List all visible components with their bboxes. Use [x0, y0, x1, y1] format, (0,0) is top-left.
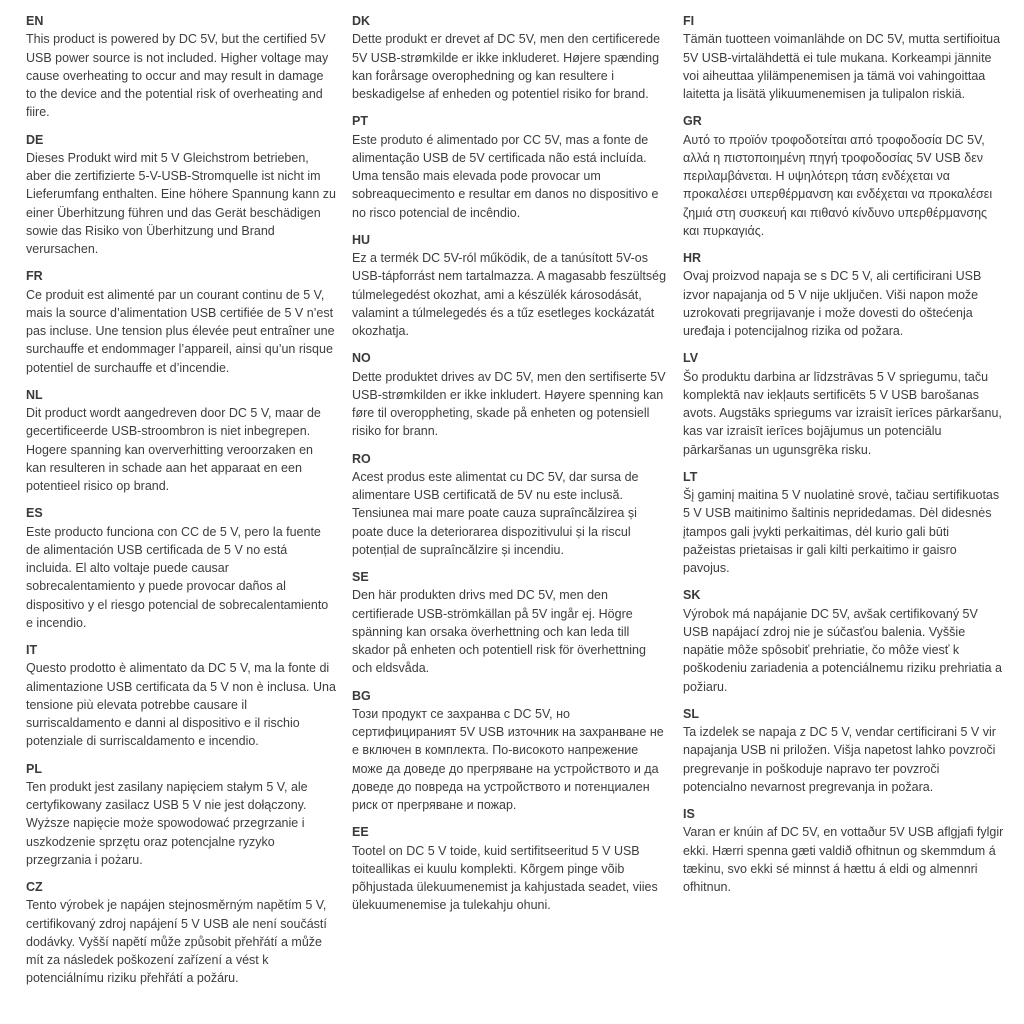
section-pt: [352, 112, 667, 222]
section-se: [352, 568, 667, 678]
language-code-ro: RO: [352, 451, 371, 466]
warning-text-ro: Acest produs este alimentat cu DC 5V, dar sursa de alimentare USB certificată de 5V nu este inclusă. Tensiunea mai mare poate cauza supraîncălzirea și poate duce la deteriorarea dispozitivului și la riscul potențial de supraîncălzire și incendiu.: [352, 469, 639, 557]
warning-text-fi: Tämän tuotteen voimanlähde on DC 5V, mutta sertifioitua 5V USB-virtalähdettä ei tule mukana. Korkeampi jännite voi aiheuttaa ylilämpenemisen ja tämä voi vahingoittaa laitetta ja lisätä ylikuumenemisen ja tulipalon riskiä.: [683, 32, 1001, 101]
warning-text-es: Este producto funciona con CC de 5 V, pero la fuente de alimentación USB certificada de 5 V no está incluida. El alto voltaje puede causar sobrecalentamiento y puede provocar daños al dispositivo y el riesgo potencial de sobrecalentamiento e incendio.: [26, 524, 329, 630]
language-code-is: IS: [683, 807, 695, 821]
language-code-nl: NL: [26, 387, 43, 402]
column-1: [26, 12, 352, 1024]
warning-text-pl: Ten produkt jest zasilany napięciem stałym 5 V, ale certyfikowany zasilacz USB 5 V nie jest dołączony. Wyższe napięcie może spowodować przegrzanie i uszkodzenie sprzętu oraz potencjalne ryzyko przegrzania i pożaru.: [26, 779, 308, 867]
section-cz: [26, 878, 336, 988]
section-fi: [683, 12, 1004, 103]
warning-text-ee: Tootel on DC 5 V toide, kuid sertifitseeritud 5 V USB toiteallikas ei kuulu komplekti. Kõrgem pinge võib põhjustada ülekuumenemist ja kahjustada seadet, viies ülekuumenemise ja tulekahju ohuni.: [352, 843, 658, 913]
section-lv: [683, 349, 1004, 459]
warning-text-cz: Tento výrobek je napájen stejnosměrným napětím 5 V, certifikovaný zdroj napájení 5 V USB ale není součástí dodávky. Vyšší napětí může způsobit přehřátí a může mít za následek poškození zařízení a vést k potenciálnímu riziku přehřátí a požáru.: [26, 898, 327, 986]
warning-text-de: Dieses Produkt wird mit 5 V Gleichstrom betrieben, aber die zertifizierte 5-V-USB-Stromquelle ist nicht im Lieferumfang enthalten. Eine höhere Spannung kann zu einer Überhitzung führen und das Gerät beschädigen sowie das Risiko von Überhitzung und Brand verursachen.: [26, 150, 336, 256]
warning-text-lt: Šį gaminį maitina 5 V nuolatinė srovė, tačiau sertifikuotas 5 V USB maitinimo šaltinis nepridedamas. Dėl didesnės įtampos gali įvykti perkaitimas, dėl kurio gali būti pažeistas prietaisas ir gali kilti perkaitimo ir gaisro pavojus.: [683, 488, 1000, 575]
section-ro: [352, 450, 667, 560]
language-code-it: IT: [26, 643, 38, 657]
warning-text-pt: Este produto é alimentado por CC 5V, mas a fonte de alimentação USB de 5V certificada não está incluída. Uma tensão mais elevada pode provocar um sobreaquecimento e resultar em danos no dispositivo e no risco potencial de incêndio.: [352, 132, 659, 220]
section-es: [26, 504, 336, 632]
language-code-dk: DK: [352, 14, 371, 28]
section-gr: [683, 112, 1004, 240]
section-is: [683, 805, 1004, 896]
language-code-ee: EE: [352, 825, 369, 840]
warning-text-hu: Ez a termék DC 5V-ról működik, de a tanúsított 5V-os USB-tápforrást nem tartalmazza. A magasabb feszültség túlmelegedést okozhat, ami a készülék károsodását, valamint a túlmelegedés és a tűz esetleges kockázatát okozhatja.: [352, 251, 667, 338]
section-sk: [683, 586, 1004, 696]
section-dk: [352, 12, 667, 103]
warning-text-gr: Αυτό το προϊόν τροφοδοτείται από τροφοδοσία DC 5V, αλλά η πιστοποιημένη πηγή τροφοδοσίας 5V USB δεν περιλαμβάνεται. Η υψηλότερη τάση ενδέχεται να προκαλέσει υπερθέρμανση και ενδέχεται να προκαλέσει ζημιά στη συσκευή και πιθανό κίνδυνο υπερθέρμανσης και πυρκαγιάς.: [683, 132, 993, 238]
section-ee: [352, 823, 667, 914]
warning-text-sl: Ta izdelek se napaja z DC 5 V, vendar certificirani 5 V vir napajanja USB ni priložen. Višja napetost lahko povzroči pregrevanje in poškoduje napravo ter povzroči potencialno nevarnost pregrevanja in požara.: [683, 725, 996, 794]
section-hu: [352, 231, 667, 341]
column-2: [352, 12, 683, 1024]
language-code-sl: SL: [683, 706, 699, 721]
language-code-de: DE: [26, 132, 44, 147]
column-3: [683, 12, 1020, 1024]
section-no: [352, 349, 667, 440]
warning-text-hr: Ovaj proizvod napaja se s DC 5 V, ali certificirani USB izvor napajanja od 5 V nije uključen. Viši napon može uzrokovati pregrijavanje i može dovesti do oštećenja uređaja i potencijalnog rizika od požara.: [683, 269, 982, 338]
language-code-pl: PL: [26, 761, 42, 776]
section-it: [26, 641, 336, 751]
section-lt: [683, 468, 1004, 578]
warning-text-nl: Dit product wordt aangedreven door DC 5 V, maar de gecertificeerde USB-stroombron is niet inbegrepen. Hogere spanning kan oververhitting veroorzaken en kan resulteren in schade aan het apparaat en een potentieel risico op brand.: [26, 406, 321, 493]
language-code-lv: LV: [683, 351, 699, 366]
warning-text-is: Varan er knúin af DC 5V, en vottaður 5V USB aflgjafi fylgir ekki. Hærri spenna gæti valdið ofhitnun og skemmdum á tækinu, svo ekki sé minnst á hættu á eldi og almennri ofhitnun.: [683, 825, 1004, 894]
language-code-pt: PT: [352, 114, 368, 129]
language-code-hr: HR: [683, 251, 702, 265]
language-code-hu: HU: [352, 232, 371, 247]
language-code-es: ES: [26, 506, 43, 521]
section-sl: [683, 705, 1004, 796]
section-pl: [26, 760, 336, 870]
section-en: [26, 12, 336, 122]
language-code-no: NO: [352, 351, 371, 366]
section-fr: [26, 267, 336, 377]
language-code-bg: BG: [352, 688, 371, 703]
language-code-sk: SK: [683, 588, 701, 603]
warning-text-lv: Šo produktu darbina ar līdzstrāvas 5 V spriegumu, taču komplektā nav iekļauts sertificēts 5 V USB barošanas avots. Augstāks spriegums var izraisīt ierīces pārkaršanu, kas var izraisīt ierīces bojājumus un potenciālu pārkaršanas un ugunsgrēka risku.: [683, 369, 1002, 457]
section-nl: [26, 386, 336, 496]
section-bg: [352, 687, 667, 815]
warning-text-bg: Този продукт се захранва с DC 5V, но сертифицираният 5V USB източник на захранване не е включен в комплекта. По-високото напрежение може да доведе до прегряване на устройството и да доведе до повреда на устройството и потенциален риск от прегряване и пожар.: [352, 706, 664, 812]
warning-text-sk: Výrobok má napájanie DC 5V, avšak certifikovaný 5V USB napájací zdroj nie je súčasťou balenia. Vyššie napätie môže spôsobiť prehriatie, čo môže viesť k poškodeniu zariadenia a potenciálnemu riziku prehriatia a požiaru.: [683, 606, 1002, 694]
warning-text-dk: Dette produkt er drevet af DC 5V, men den certificerede 5V USB-strømkilde er ikke inkluderet. Højere spænding kan forårsage overophedning og kan resultere i beskadigelse af enheden og potentiel risiko for brand.: [352, 32, 661, 101]
warning-text-no: Dette produktet drives av DC 5V, men den sertifiserte 5V USB-strømkilden er ikke inkludert. Høyere spenning kan føre til overoppheting, skade på enheten og potensiell risiko for brann.: [352, 369, 666, 439]
section-de: [26, 131, 336, 259]
language-code-en: EN: [26, 14, 44, 28]
warning-text-se: Den här produkten drivs med DC 5V, men den certifierade USB-strömkällan på 5V ingår ej. Högre spänning kan orsaka överhettning och kan leda till skador på enheten och potentiell risk för överhettning och eldsvåda.: [352, 588, 646, 676]
language-code-cz: CZ: [26, 880, 43, 894]
warning-text-it: Questo prodotto è alimentato da DC 5 V, ma la fonte di alimentazione USB certificata da 5 V non è inclusa. Una tensione più elevata potrebbe causare il surriscaldamento e danni al dispositivo e il rischio potenziale di surriscaldamento e incendio.: [26, 661, 336, 749]
warning-text-en: This product is powered by DC 5V, but the certified 5V USB power source is not included. Higher voltage may cause overheating to occur and may result in damage to the device and the potential risk of overheating and fiire.: [26, 32, 329, 120]
section-hr: [683, 249, 1004, 340]
language-code-se: SE: [352, 570, 369, 584]
language-code-fi: FI: [683, 14, 695, 28]
language-code-gr: GR: [683, 114, 702, 129]
language-code-lt: LT: [683, 469, 698, 484]
warning-text-fr: Ce produit est alimenté par un courant continu de 5 V, mais la source d’alimentation USB certifiée de 5 V n’est pas incluse. Une tension plus élevée peut entraîner une surchauffe et endommager l’appareil, ainsi qu’un risque potentiel de surchauffe et d’incendie.: [26, 287, 335, 375]
language-code-fr: FR: [26, 269, 43, 284]
